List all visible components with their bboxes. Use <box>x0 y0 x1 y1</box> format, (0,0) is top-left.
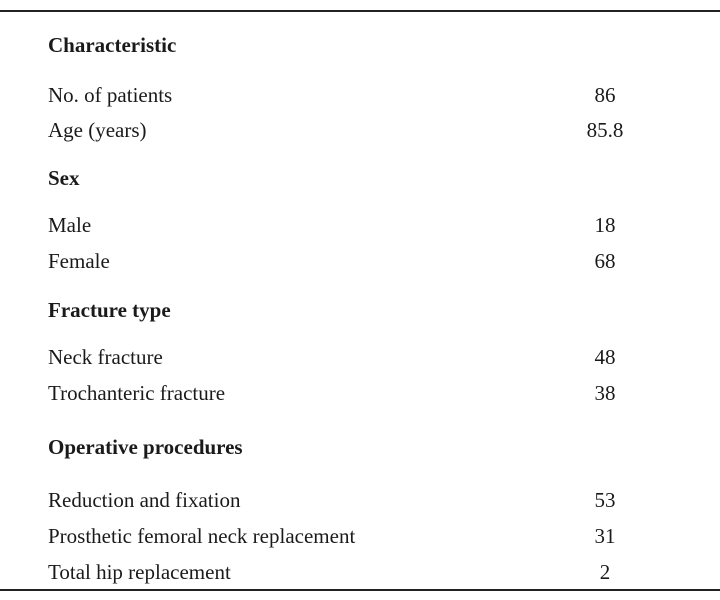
row-label: Total hip replacement <box>48 560 231 584</box>
header-label: Characteristic <box>48 33 177 57</box>
row-value: 31 <box>594 524 616 548</box>
bottom-rule <box>0 589 720 591</box>
table-row <box>0 521 720 551</box>
top-rule <box>0 10 720 12</box>
section-heading-sex <box>0 163 720 193</box>
table-row <box>0 246 720 276</box>
table-row <box>0 378 720 408</box>
table-row <box>0 485 720 515</box>
table-row <box>0 342 720 372</box>
row-value: 48 <box>594 345 616 369</box>
row-value: 85.8 <box>586 118 624 142</box>
row-label: Trochanteric fracture <box>48 381 226 405</box>
section-label: Fracture type <box>48 298 171 322</box>
row-value: 86 <box>594 83 616 107</box>
table-row <box>0 210 720 240</box>
table-row <box>0 557 720 587</box>
row-label: Female <box>48 249 110 273</box>
table-row <box>0 80 720 110</box>
row-label: No. of patients <box>48 83 173 107</box>
section-label: Sex <box>48 166 80 190</box>
section-heading-operative-procedures <box>0 432 720 462</box>
row-label: Neck fracture <box>48 345 163 369</box>
table-row <box>0 115 720 145</box>
row-label: Prosthetic femoral neck replacement <box>48 524 356 548</box>
row-label: Male <box>48 213 92 237</box>
row-value: 18 <box>594 213 616 237</box>
row-label: Reduction and fixation <box>48 488 241 512</box>
row-label: Age (years) <box>48 118 147 142</box>
row-value: 68 <box>594 249 616 273</box>
section-label: Operative procedures <box>48 435 243 459</box>
row-value: 53 <box>594 488 616 512</box>
row-value: 2 <box>599 560 611 584</box>
table-header <box>0 30 720 60</box>
row-value: 38 <box>594 381 616 405</box>
section-heading-fracture-type <box>0 295 720 325</box>
